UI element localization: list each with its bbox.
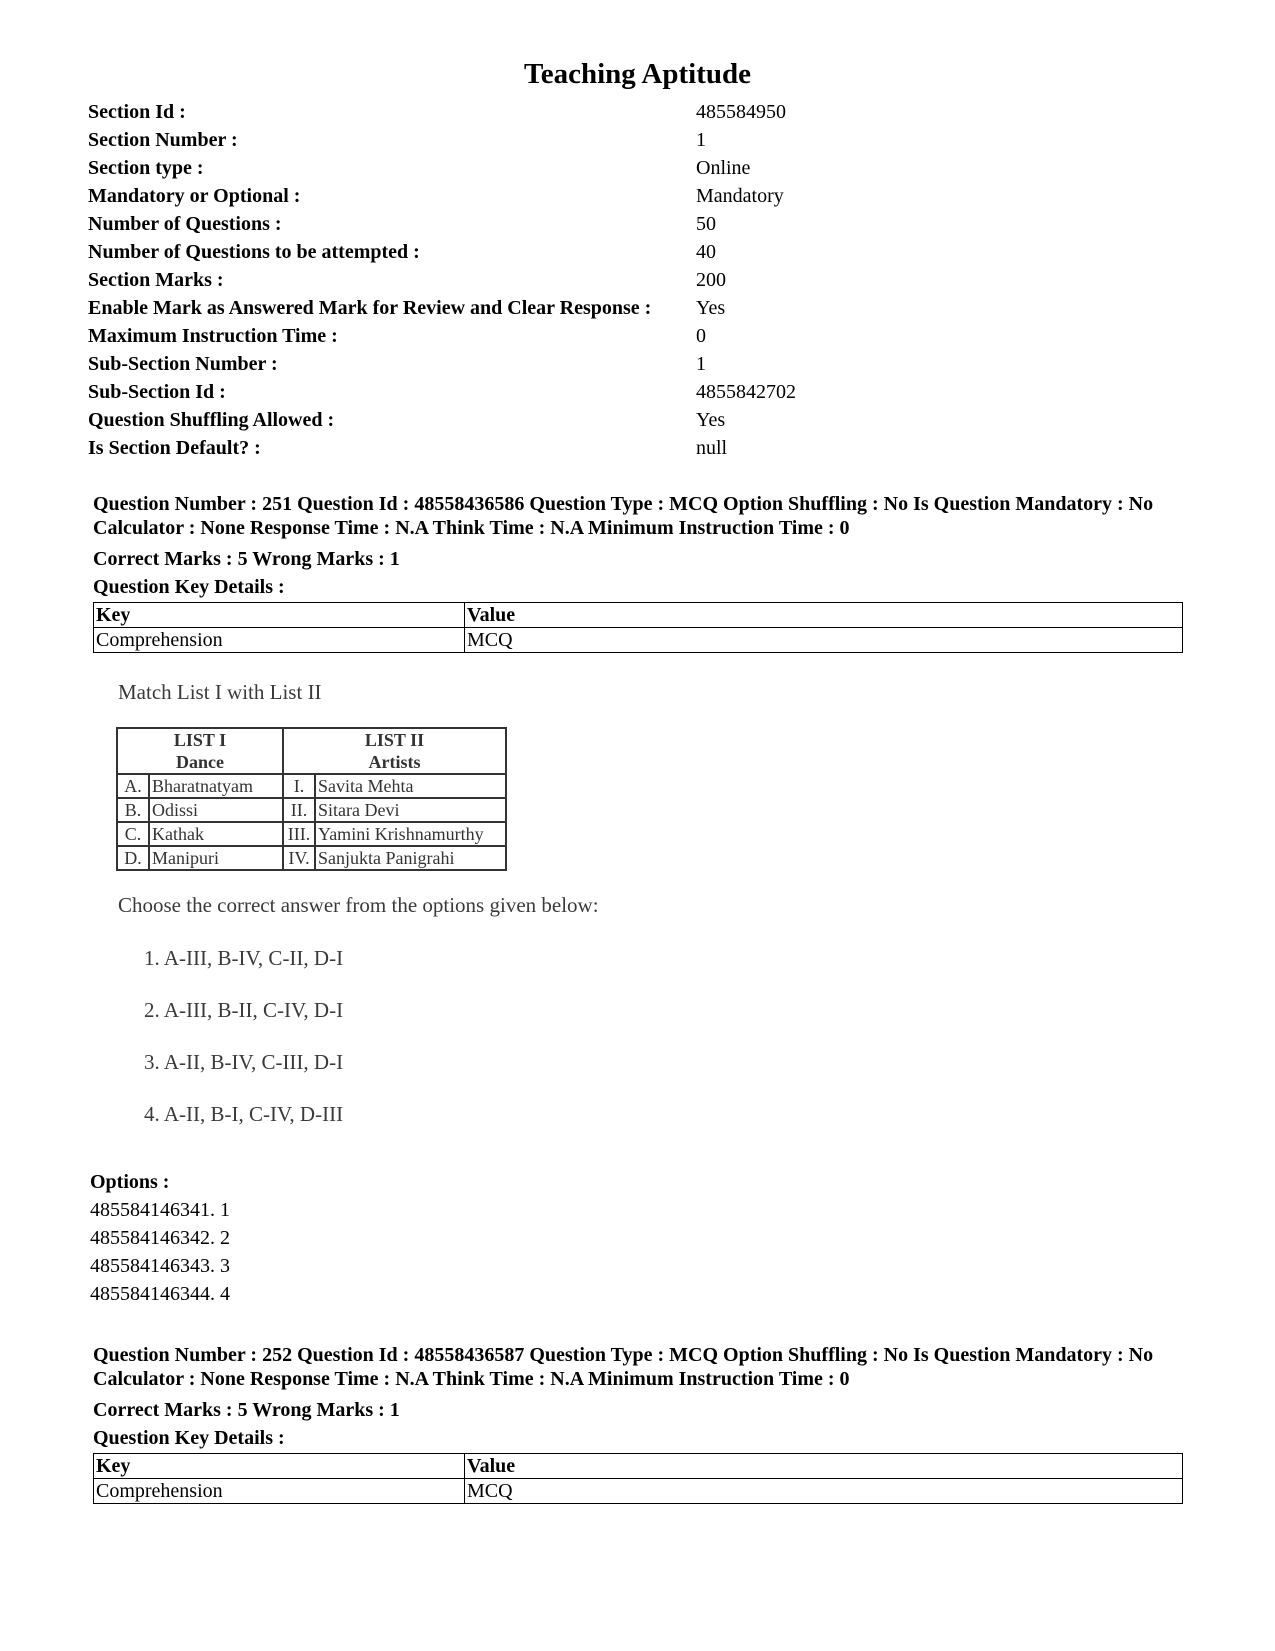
section-info-label: Number of Questions to be attempted : — [88, 240, 420, 263]
list-2-title: LIST II — [364, 730, 425, 750]
section-info-label: Sub-Section Number : — [88, 352, 278, 375]
section-info-row — [88, 322, 796, 350]
options-label: Options : — [90, 1171, 170, 1193]
section-info-row — [88, 406, 796, 434]
question-instruction: Match List I with List II — [118, 680, 322, 704]
section-info-value: Yes — [696, 408, 726, 431]
section-info-label: Enable Mark as Answered Mark for Review and Clear Response : — [88, 296, 652, 319]
section-info-label: Section Marks : — [88, 268, 224, 291]
match-list-row — [117, 846, 506, 870]
key-table-row — [94, 628, 1183, 653]
section-info-value: 200 — [696, 268, 726, 291]
section-info-row — [88, 350, 796, 378]
key-table-row — [94, 1479, 1183, 1504]
section-info-table — [88, 98, 796, 462]
section-info-label: Mandatory or Optional : — [88, 184, 301, 207]
key-cell: Comprehension — [94, 1479, 465, 1504]
section-info-value: Mandatory — [696, 184, 784, 207]
section-info-label: Section Id : — [88, 100, 186, 123]
question-key-table — [93, 1453, 1183, 1504]
key-header-cell: Key — [94, 603, 465, 628]
value-cell: MCQ — [465, 628, 1183, 653]
option-item: 485584146343. 3 — [90, 1255, 230, 1277]
options-block — [90, 1168, 230, 1308]
question-marks: Correct Marks : 5 Wrong Marks : 1 — [93, 548, 400, 570]
answer-choice: 2. A-III, B-II, C-IV, D-I — [144, 998, 344, 1022]
question-251-body — [118, 680, 678, 1154]
list-2-item: Savita Mehta — [315, 774, 506, 798]
section-info-row — [88, 126, 796, 154]
key-table-header-row — [94, 603, 1183, 628]
section-info-label: Question Shuffling Allowed : — [88, 408, 335, 431]
option-item: 485584146344. 4 — [90, 1283, 230, 1305]
section-info-label: Maximum Instruction Time : — [88, 324, 338, 347]
section-info-value: 50 — [696, 212, 716, 235]
list-2-header — [283, 728, 506, 774]
section-info-value: 1 — [696, 352, 706, 375]
section-info-value: 485584950 — [696, 100, 786, 123]
list-2-numeral: II. — [283, 798, 315, 822]
list-1-subtitle: Dance — [176, 752, 224, 772]
section-info-value: null — [696, 436, 728, 459]
key-cell: Comprehension — [94, 628, 465, 653]
list-1-letter: B. — [117, 798, 149, 822]
list-1-item: Odissi — [149, 798, 283, 822]
list-2-item: Sanjukta Panigrahi — [315, 846, 506, 870]
question-key-details-label: Question Key Details : — [93, 1427, 285, 1449]
section-info-label: Sub-Section Id : — [88, 380, 226, 403]
section-info-row — [88, 434, 796, 462]
list-1-item: Bharatnatyam — [149, 774, 283, 798]
question-meta: Question Number : 252 Question Id : 48558436587 Question Type : MCQ Option Shuffling : No Is Question Mandatory : No Calculator : None Response Time : N.A Think Time : N.A Minimum Instruction Time : 0 — [93, 1344, 1154, 1390]
match-list-row — [117, 798, 506, 822]
list-1-item: Manipuri — [149, 846, 283, 870]
section-info-row — [88, 378, 796, 406]
answer-choice: 4. A-II, B-I, C-IV, D-III — [144, 1102, 344, 1126]
question-choose-text: Choose the correct answer from the options given below: — [118, 893, 599, 917]
section-info-row — [88, 182, 796, 210]
list-2-numeral: I. — [283, 774, 315, 798]
section-info-value: 0 — [696, 324, 706, 347]
question-meta: Question Number : 251 Question Id : 48558436586 Question Type : MCQ Option Shuffling : No Is Question Mandatory : No Calculator : None Response Time : N.A Think Time : N.A Minimum Instruction Time : 0 — [93, 493, 1154, 539]
list-1-header — [117, 728, 283, 774]
option-item: 485584146342. 2 — [90, 1227, 230, 1249]
section-info-row — [88, 294, 796, 322]
section-info-value: 1 — [696, 128, 706, 151]
list-2-numeral: III. — [283, 822, 315, 846]
value-header-cell: Value — [465, 603, 1183, 628]
key-table-header-row — [94, 1454, 1183, 1479]
section-info-row — [88, 98, 796, 126]
match-list-header-row — [117, 728, 506, 774]
option-item: 485584146341. 1 — [90, 1199, 230, 1221]
question-key-details-label: Question Key Details : — [93, 576, 285, 598]
list-1-letter: A. — [117, 774, 149, 798]
page-title: Teaching Aptitude — [524, 58, 751, 90]
value-header-cell: Value — [465, 1454, 1183, 1479]
section-info-row — [88, 210, 796, 238]
section-info-value: 4855842702 — [696, 380, 796, 403]
match-list-row — [117, 774, 506, 798]
answer-choice: 1. A-III, B-IV, C-II, D-I — [144, 946, 344, 970]
list-1-title: LIST I — [173, 730, 227, 750]
section-info-value: 40 — [696, 240, 716, 263]
section-info-label: Section type : — [88, 156, 204, 179]
list-1-letter: C. — [117, 822, 149, 846]
section-info-value: Online — [696, 156, 751, 179]
question-251-header — [93, 492, 1183, 653]
list-2-item: Sitara Devi — [315, 798, 506, 822]
section-info-row — [88, 238, 796, 266]
value-cell: MCQ — [465, 1479, 1183, 1504]
key-header-cell: Key — [94, 1454, 465, 1479]
answer-choice: 3. A-II, B-IV, C-III, D-I — [144, 1050, 344, 1074]
section-info-label: Is Section Default? : — [88, 436, 261, 459]
section-info-label: Number of Questions : — [88, 212, 282, 235]
match-list-row — [117, 822, 506, 846]
question-marks: Correct Marks : 5 Wrong Marks : 1 — [93, 1399, 400, 1421]
question-key-table — [93, 602, 1183, 653]
list-2-subtitle: Artists — [368, 752, 421, 772]
list-1-item: Kathak — [149, 822, 283, 846]
question-252-header — [93, 1343, 1183, 1504]
list-2-numeral: IV. — [283, 846, 315, 870]
match-list-table — [116, 727, 507, 871]
list-2-item: Yamini Krishnamurthy — [315, 822, 506, 846]
section-info-row — [88, 154, 796, 182]
section-info-row — [88, 266, 796, 294]
list-1-letter: D. — [117, 846, 149, 870]
section-info-value: Yes — [696, 296, 726, 319]
section-info-label: Section Number : — [88, 128, 238, 151]
